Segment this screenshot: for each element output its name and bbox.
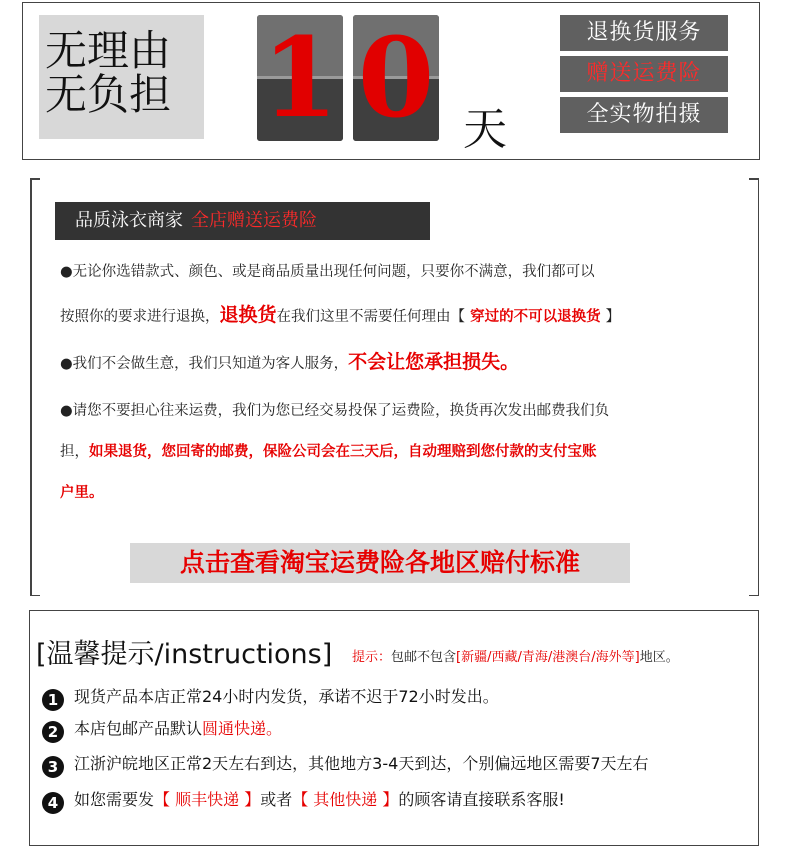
promo-banner — [22, 2, 760, 160]
number-4-icon: 4 — [42, 792, 64, 814]
no-reason-line2: 无负担 — [45, 70, 172, 119]
digit-zero-text: 0 — [357, 15, 435, 141]
heading-text: 品质泳衣商家 — [75, 210, 183, 231]
tips-note-label: 提示： — [352, 650, 392, 665]
policy-paragraph-3-line1: ●请您不要担心往来运费，我们为您已经交易投保了运费险，换货再次发出邮费我们负 — [60, 403, 610, 419]
tip-item-4 — [42, 787, 565, 814]
section-heading — [55, 202, 430, 240]
tip-2-red: 圆通快递。 — [202, 719, 283, 738]
digit-one-text: 1 — [261, 15, 339, 141]
number-1-icon: 1 — [42, 689, 64, 711]
p1-text-c: 】 — [605, 309, 621, 325]
p2-big-no-loss: 不会让您承担损失。 — [348, 351, 520, 373]
tips-note-end: 地区。 — [639, 650, 679, 665]
tips-title: [温馨提示/instructions] — [36, 639, 333, 670]
flip-digit-zero — [353, 15, 439, 141]
policy-paragraph-3-line3 — [60, 481, 104, 502]
tips-note-regions: [新疆/西藏/青海/港澳台/海外等] — [456, 650, 640, 665]
policy-paragraph-2 — [60, 347, 519, 374]
tip-item-3 — [42, 751, 649, 778]
tips-note — [352, 646, 679, 665]
number-2-icon: 2 — [42, 721, 64, 743]
tip-4-text-a: 如您需要发 — [74, 790, 155, 809]
p1-red-worn: 穿过的不可以退换货 — [465, 309, 606, 325]
p3-red-refund: 如果退货，您回寄的邮费，保险公司会在三天后，自动理赔到您付款的支付宝账 — [89, 444, 597, 460]
heading-red-text: 全店赠送运费险 — [191, 210, 317, 231]
no-reason-line1: 无理由 — [45, 26, 172, 75]
policy-section — [30, 178, 759, 596]
tag-shipping-insurance: 赠送运费险 — [560, 56, 728, 92]
number-3-icon: 3 — [42, 756, 64, 778]
tip-4-text-b: 或者 — [260, 790, 293, 809]
tip-2-text: 本店包邮产品默认 — [74, 719, 203, 738]
policy-paragraph-1-line2 — [60, 300, 620, 327]
claim-standard-link[interactable]: 点击查看淘宝运费险各地区赔付标准 — [130, 543, 630, 583]
tip-3-text: 江浙沪皖地区正常2天左右到达，其他地方3-4天到达，个别偏远地区需要7天左右 — [74, 754, 649, 773]
p3-red-account: 户里。 — [60, 485, 104, 501]
tip-item-2 — [42, 716, 282, 743]
p1-text-a: 按照你的要求进行退换， — [60, 309, 220, 325]
policy-paragraph-3-line2 — [60, 440, 597, 461]
tip-item-1 — [42, 684, 499, 711]
tag-return-service: 退换货服务 — [560, 15, 728, 51]
day-label: 天 — [463, 104, 507, 155]
flip-digit-one — [257, 15, 343, 141]
no-reason-badge — [39, 15, 204, 139]
p2-text: ●我们不会做生意，我们只知道为客人服务， — [60, 356, 349, 372]
tip-4-text-c: 的顾客请直接联系客服! — [398, 790, 565, 809]
p1-big-return: 退换货 — [219, 304, 277, 326]
tip-4-red-other: 【 其他快递 】 — [292, 790, 399, 809]
tag-real-photos: 全实物拍摄 — [560, 97, 728, 133]
tip-4-red-sf: 【 顺丰快递 】 — [154, 790, 261, 809]
tip-1-text: 现货产品本店正常24小时内发货，承诺不迟于72小时发出。 — [74, 687, 499, 706]
p3-text-a: 担， — [60, 444, 89, 460]
p1-text-b: 在我们这里不需要任何理由【 — [276, 309, 466, 325]
policy-paragraph-1-line1: ●无论你选错款式、颜色、或是商品质量出现任何问题，只要你不满意，我们都可以 — [60, 264, 595, 280]
tips-note-text: 包邮不包含 — [391, 650, 457, 665]
